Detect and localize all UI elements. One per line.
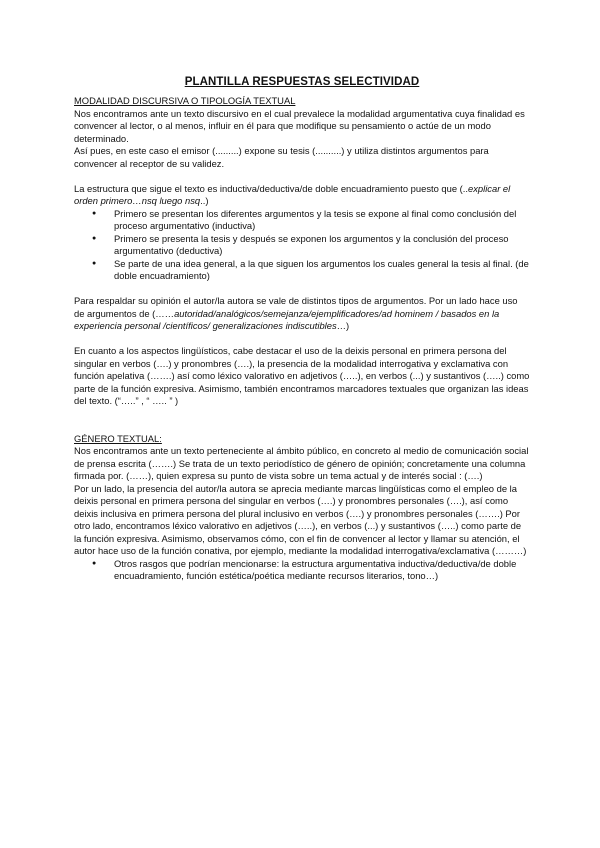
bullet-list-estructura <box>74 208 530 283</box>
section-heading-modalidad: MODALIDAD DISCURSIVA O TIPOLOGÍA TEXTUAL <box>74 95 296 106</box>
bullet-list-genero <box>74 558 530 583</box>
paragraph-estructura <box>74 183 530 208</box>
text-run: Para respaldar su opinión el autor/la autora se vale de distintos tipos de argumentos. Por un lado hace uso de argumentos de (…… <box>74 295 518 319</box>
text-run-italic: explicar el orden primero…nsq luego nsq <box>74 182 511 206</box>
text-run: …) <box>336 320 350 331</box>
list-item: ● Otros rasgos que podrían mencionarse: la estructura argumentativa inductiva/deductiva/de doble encuadramiento, función estética/poética mediante recursos literarios, tono…) <box>114 558 530 583</box>
paragraph: Por un lado, la presencia del autor/la autora se aprecia mediante marcas lingüísticas como el empleo de la deixis personal en primera persona del singular en verbos (….) y pronombres personales (….), así como deixis inclusiva en primera persona del plural inclusivo en verbos (….) y pronombres personales (…….) Por otro lado, encontramos léxico valorativo en adjetivos (…..), en verbos (...) y sustantivos (…..) como parte de la función expresiva. Asimismo, observamos cómo, con el fin de convencer al lector y llamar su atención, el autor hace uso de la función conativa, por ejemplo, mediante la modalidad interrogativa/exclamativa (………) <box>74 482 527 556</box>
text-run-italic: autoridad/analógicos/semejanza/ejemplificadores/ad hominem / basados en la experiencia personal /científicos/ generalizaciones indiscutibles <box>74 307 500 331</box>
paragraph-argumentos <box>74 295 530 333</box>
paragraph: Nos encontramos ante un texto discursivo en el cual prevalece la modalidad argumentativa cuya finalidad es convencer al lector, o al menos, influir en él para que modifique su pensamiento o actúe de un modo determinado. <box>74 107 525 144</box>
text-run: La estructura que sigue el texto es inductiva/deductiva/de doble encuadramiento puesto que (.. <box>74 182 469 194</box>
list-item: ● Primero se presenta la tesis y después se exponen los argumentos y la conclusión del proceso argumentativo (deductiva) <box>114 233 530 258</box>
text-run: ..) <box>200 195 209 206</box>
paragraph-linguisticos: En cuanto a los aspectos lingüísticos, cabe destacar el uso de la deixis personal en primera persona del singular en verbos (….) y pronombres (….), la presencia de la modalidad interrogativa y exclamativa con función apelativa (…….) así como léxico valorativo en adjetivos (…..), en verbos (...) y sustantivos (…..) como parte de la función expresiva. Asimismo, también encontramos marcadores textuales que organizan las ideas del texto. (“…..” , “ ….. ” ) <box>74 345 530 406</box>
list-item: ● Se parte de una idea general, a la que siguen los argumentos los cuales general la tesis al final. (de doble encuadramiento) <box>114 258 530 283</box>
paragraph: Así pues, en este caso el emisor (.........) expone su tesis (..........) y utiliza distintos argumentos para convencer al receptor de su validez. <box>74 145 489 169</box>
list-item: ● Primero se presentan los diferentes argumentos y la tesis se expone al final como conclusión del proceso argumentativo (inductiva) <box>114 208 530 233</box>
document-title: PLANTILLA RESPUESTAS SELECTIVIDAD <box>184 76 420 88</box>
paragraph: Nos encontramos ante un texto perteneciente al ámbito público, en concreto al medio de comunicación social de prensa escrita (…….) Se trata de un texto periodístico de género de opinión; concretamente una columna firmada por. (……), quien expresa su punto de vista sobre un tema actual y de interés social : (….) <box>74 445 529 481</box>
section-heading-genero: GÉNERO TEXTUAL: <box>74 432 162 444</box>
